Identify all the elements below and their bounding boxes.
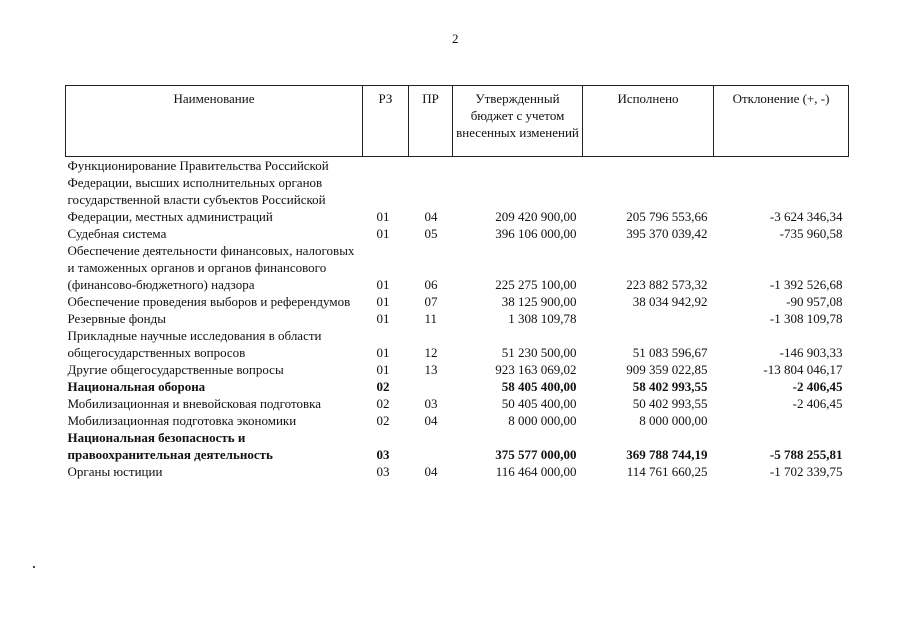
row-name: Национальная безопасность и правоохранительная деятельность	[67, 430, 273, 462]
row-pr: 07	[424, 294, 438, 309]
table-row	[66, 293, 849, 310]
row-executed: 51 083 596,67	[632, 345, 708, 360]
row-deviation: -735 960,58	[779, 226, 843, 241]
row-deviation	[714, 412, 849, 429]
row-approved: 375 577 000,00	[495, 447, 577, 462]
row-deviation: -146 903,33	[779, 345, 843, 360]
row-approved: 225 275 100,00	[495, 277, 577, 292]
row-pr: 04	[424, 464, 438, 479]
row-pr: 04	[424, 413, 438, 428]
table-row	[66, 327, 849, 361]
row-pr	[409, 378, 453, 395]
row-pr: 13	[424, 362, 438, 377]
row-name: Функционирование Правительства Российской Федерации, высших исполнительных органов государственной власти субъектов Российской Федерации, местных администраций	[67, 158, 329, 224]
row-deviation: -5 788 255,81	[769, 447, 843, 462]
table-row	[66, 378, 849, 395]
row-approved: 8 000 000,00	[508, 413, 577, 428]
row-deviation: -1 308 109,78	[769, 311, 843, 326]
row-executed: 50 402 993,55	[632, 396, 708, 411]
header-deviation: Отклонение (+, -)	[714, 86, 849, 157]
row-executed: 38 034 942,92	[632, 294, 708, 309]
row-name: Мобилизационная и вневойсковая подготовка	[67, 396, 322, 411]
row-deviation: -90 957,08	[786, 294, 843, 309]
row-rz: 01	[376, 226, 390, 241]
row-name: Резервные фонды	[67, 311, 166, 326]
table-row	[66, 412, 849, 429]
row-rz: 01	[376, 345, 390, 360]
row-deviation: -3 624 346,34	[769, 209, 843, 224]
row-executed: 8 000 000,00	[639, 413, 708, 428]
scan-speck	[33, 566, 35, 568]
row-pr: 06	[424, 277, 438, 292]
row-name: Другие общегосударственные вопросы	[67, 362, 284, 377]
row-pr: 12	[424, 345, 438, 360]
table-row	[66, 361, 849, 378]
row-name: Органы юстиции	[67, 464, 163, 479]
row-rz: 01	[376, 294, 390, 309]
row-rz: 02	[376, 396, 390, 411]
row-deviation: -1 702 339,75	[769, 464, 843, 479]
row-rz: 01	[376, 277, 390, 292]
row-approved: 209 420 900,00	[495, 209, 577, 224]
row-executed: 369 788 744,19	[626, 447, 708, 462]
row-deviation: -1 392 526,68	[769, 277, 843, 292]
row-pr: 04	[424, 209, 438, 224]
table-row	[66, 429, 849, 463]
row-executed: 223 882 573,32	[626, 277, 708, 292]
header-rz: РЗ	[363, 86, 409, 157]
row-approved: 50 405 400,00	[501, 396, 577, 411]
page-number: 2	[452, 31, 459, 46]
row-approved: 923 163 069,02	[495, 362, 577, 377]
row-rz: 03	[376, 447, 390, 462]
row-rz: 01	[376, 311, 390, 326]
row-deviation: -13 804 046,17	[763, 362, 843, 377]
header-pr: ПР	[409, 86, 453, 157]
row-rz: 03	[376, 464, 390, 479]
row-name: Судебная система	[67, 226, 167, 241]
row-rz: 01	[376, 209, 390, 224]
row-executed: 205 796 553,66	[626, 209, 708, 224]
row-deviation: -2 406,45	[792, 379, 843, 394]
row-executed: 909 359 022,85	[626, 362, 708, 377]
row-rz: 01	[376, 362, 390, 377]
table-row	[66, 157, 849, 226]
row-approved: 1 308 109,78	[508, 311, 577, 326]
table-row	[66, 395, 849, 412]
row-deviation: -2 406,45	[792, 396, 843, 411]
row-rz: 02	[376, 413, 390, 428]
budget-table	[65, 85, 849, 480]
row-pr: 03	[424, 396, 438, 411]
row-approved: 38 125 900,00	[501, 294, 577, 309]
row-pr: 05	[424, 226, 438, 241]
header-executed: Исполнено	[583, 86, 714, 157]
row-approved: 396 106 000,00	[495, 226, 577, 241]
table-row	[66, 225, 849, 242]
row-name: Национальная оборона	[67, 379, 206, 394]
row-name: Мобилизационная подготовка экономики	[67, 413, 297, 428]
table-header-row	[66, 86, 849, 157]
row-name: Обеспечение проведения выборов и референдумов	[67, 294, 351, 309]
table-row	[66, 310, 849, 327]
row-approved: 58 405 400,00	[501, 379, 577, 394]
row-pr	[409, 429, 453, 463]
row-executed: 114 761 660,25	[626, 464, 708, 479]
row-executed: 395 370 039,42	[626, 226, 708, 241]
row-executed	[583, 310, 714, 327]
row-pr: 11	[424, 311, 438, 326]
row-executed: 58 402 993,55	[632, 379, 708, 394]
row-name: Прикладные научные исследования в области общегосударственных вопросов	[67, 328, 322, 360]
table-row	[66, 463, 849, 480]
header-approved: Утвержденный бюджет с учетом внесенных изменений	[453, 86, 583, 157]
row-rz: 02	[376, 379, 390, 394]
header-name: Наименование	[66, 86, 363, 157]
table-row	[66, 242, 849, 293]
row-name: Обеспечение деятельности финансовых, налоговых и таможенных органов и органов финансового (финансово-бюджетного) надзора	[67, 243, 355, 292]
row-approved: 116 464 000,00	[495, 464, 577, 479]
row-approved: 51 230 500,00	[501, 345, 577, 360]
